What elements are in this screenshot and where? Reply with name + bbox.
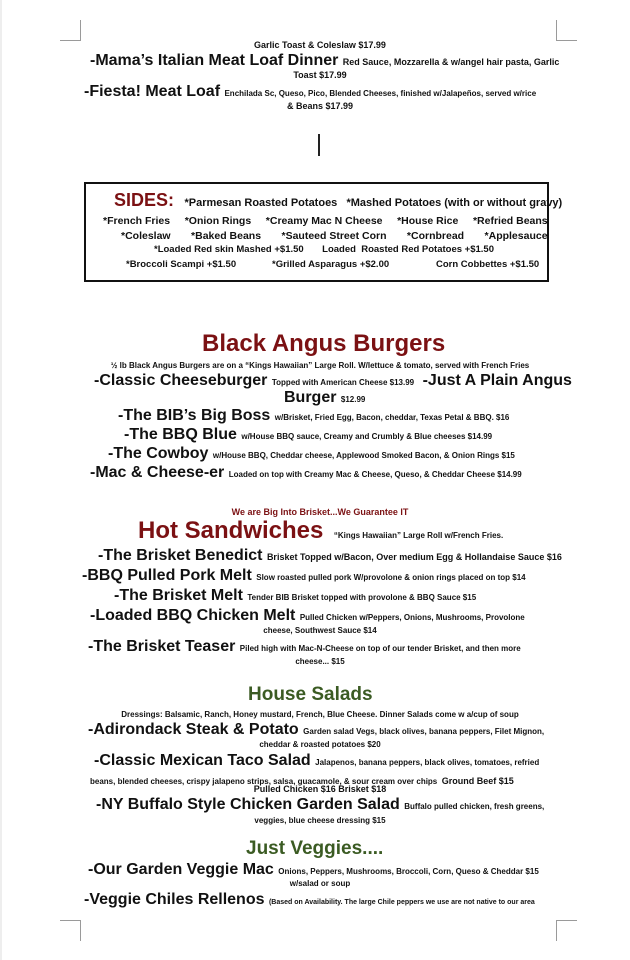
menu-item [94,752,539,770]
menu-item [84,891,535,909]
item-desc-cont: w/salad or soup [289,879,351,888]
item-name: -The BIB’s Big Boss [118,407,271,424]
menu-item [82,567,526,585]
menu-page [2,0,630,960]
item-desc: w/House BBQ, Cheddar cheese, Applewood Smoked Bacon, & Onion Rings $15 [212,451,515,460]
entree-name: -Fiesta! Meat Loaf [84,83,221,100]
entree-item [90,52,559,70]
sides-list: Corn Cobbettes +$1.50 [436,259,540,270]
menu-item [88,721,544,739]
salad-dressings: Dressings: Balsamic, Ranch, Honey mustard, French, Blue Cheese. Dinner Salads come w a/cup of soup [121,710,519,719]
entree-item [84,83,536,101]
menu-item [98,547,562,565]
entree-desc-cont: & Beans $17.99 [286,101,354,111]
sides-list: *Loaded Red skin Mashed +$1.50 Loaded Roasted Red Potatoes +$1.50 [154,244,495,255]
item-desc: w/House BBQ sauce, Creamy and Crumbly & Blue cheeses $14.99 [241,432,493,441]
section-heading-row [138,517,503,545]
menu-item [124,426,492,444]
section-heading-salads: House Salads [248,684,373,705]
item-desc-cont: Pulled Chicken $16 Brisket $18 [253,784,387,794]
item-desc: Jalapenos, banana peppers, black olives, tomatoes, refried [315,758,540,767]
menu-item [114,587,476,605]
item-desc: Garden salad Vegs, black olives, banana peppers, Filet Mignon, [303,727,545,736]
item-desc: Pulled Chicken w/Peppers, Onions, Mushrooms, Provolone [299,613,525,622]
item-name: -Classic Mexican Taco Salad [94,752,311,769]
item-name: -The BBQ Blue [124,426,237,443]
item-name: -Loaded BBQ Chicken Melt [90,607,296,624]
page-corner-mark [556,920,577,941]
entree-desc-cont: Toast $17.99 [293,70,347,80]
item-name: Burger [284,389,337,406]
item-desc: Onions, Peppers, Mushrooms, Broccoli, Corn, Queso & Cheddar $15 [278,867,539,876]
item-desc: Brisket Topped w/Bacon, Over medium Egg & Hollandaise Sauce $16 [266,552,562,562]
item-desc: (Based on Availability. The large Chile peppers we use are not native to our area [268,899,535,906]
menu-item [94,372,572,390]
item-desc-cont: veggies, blue cheese dressing $15 [254,816,386,825]
sides-list: *Broccoli Scampi +$1.50 [126,259,237,270]
menu-item [90,607,525,625]
section-heading-burgers: Black Angus Burgers [202,330,446,357]
item-name: -The Cowboy [108,445,209,462]
sides-list: *Grilled Asparagus +$2.00 [272,259,390,270]
item-desc: Piled high with Mac-N-Cheese on top of our tender Brisket, and then more [239,644,521,653]
text-cursor [318,134,320,156]
entree-desc: Enchilada Sc, Queso, Pico, Blended Cheeses, finished w/Jalapeños, served w/rice [224,89,537,98]
item-desc: w/Brisket, Fried Egg, Bacon, cheddar, Texas Petal & BBQ. $16 [274,413,510,422]
item-desc: Tender BIB Brisket topped with provolone & BBQ Sauce $15 [247,593,477,602]
item-desc: $12.99 [340,395,366,404]
item-name: -NY Buffalo Style Chicken Garden Salad [96,796,400,813]
sides-list: *French Fries *Onion Rings *Creamy Mac N Cheese *House Rice *Refried Beans [103,215,548,227]
item-name: -BBQ Pulled Pork Melt [82,567,252,584]
item-desc-cont: cheese, Southwest Sauce $14 [263,626,377,635]
item-desc-cont: cheese... $15 [295,657,345,666]
menu-item [108,445,515,463]
sides-box [84,182,563,282]
page-corner-mark [556,20,577,41]
item-name: -The Brisket Teaser [88,638,236,655]
entree-desc: Red Sauce, Mozzarella & w/angel hair pasta, Garlic [342,57,560,67]
sides-title: SIDES: [114,190,175,210]
menu-item [96,796,544,814]
sides-row [114,190,562,211]
burgers-intro: ½ lb Black Angus Burgers are on a “Kings Hawaiian” Large Roll. W/lettuce & tomato, served with French Fries [110,361,530,370]
section-heading-note: “Kings Hawaiian” Large Roll w/French Fries. [333,531,504,540]
item-desc: beans, blended cheeses, crispy jalapeno strips, salsa, guacamole, & sour cream over chips [90,777,438,786]
item-desc: Buffalo pulled chicken, fresh greens, [404,802,545,811]
sides-list: *Parmesan Roasted Potatoes *Mashed Potatoes (with or without gravy) [184,197,563,209]
item-name: -Veggie Chiles Rellenos [84,891,265,908]
page-corner-mark [60,920,81,941]
menu-item [88,861,539,879]
page-corner-mark [60,20,81,41]
brisket-tagline: We are Big Into Brisket...We Guarantee IT [231,507,409,517]
menu-item [90,464,522,482]
menu-item [284,389,365,407]
item-desc-cont: cheddar & roasted potatoes $20 [259,740,381,749]
item-name: -Classic Cheeseburger [94,372,268,389]
item-desc: Slow roasted pulled pork W/provolone & onion rings placed on top $14 [256,573,526,582]
menu-item [118,407,509,425]
item-name: -Our Garden Veggie Mac [88,861,274,878]
item-desc: Ground Beef $15 [441,776,514,786]
section-heading-sandwiches: Hot Sandwiches [138,517,324,544]
entree-continued-desc: Garlic Toast & Coleslaw $17.99 [254,40,386,50]
item-name: -Just A Plain Angus [422,372,572,389]
item-desc: Loaded on top with Creamy Mac & Cheese, Queso, & Cheddar Cheese $14.99 [228,470,522,479]
item-name: -The Brisket Melt [114,587,243,604]
section-heading-veggies: Just Veggies.... [246,838,384,859]
item-name: -The Brisket Benedict [98,547,263,564]
entree-name: -Mama’s Italian Meat Loaf Dinner [90,52,339,69]
item-desc: Topped with American Cheese $13.99 [271,378,415,387]
sides-list: *Coleslaw *Baked Beans *Sauteed Street Corn *Cornbread *Applesauce [121,230,548,242]
item-name: -Mac & Cheese-er [90,464,225,481]
menu-item [88,638,521,656]
item-name: -Adirondack Steak & Potato [88,721,299,738]
